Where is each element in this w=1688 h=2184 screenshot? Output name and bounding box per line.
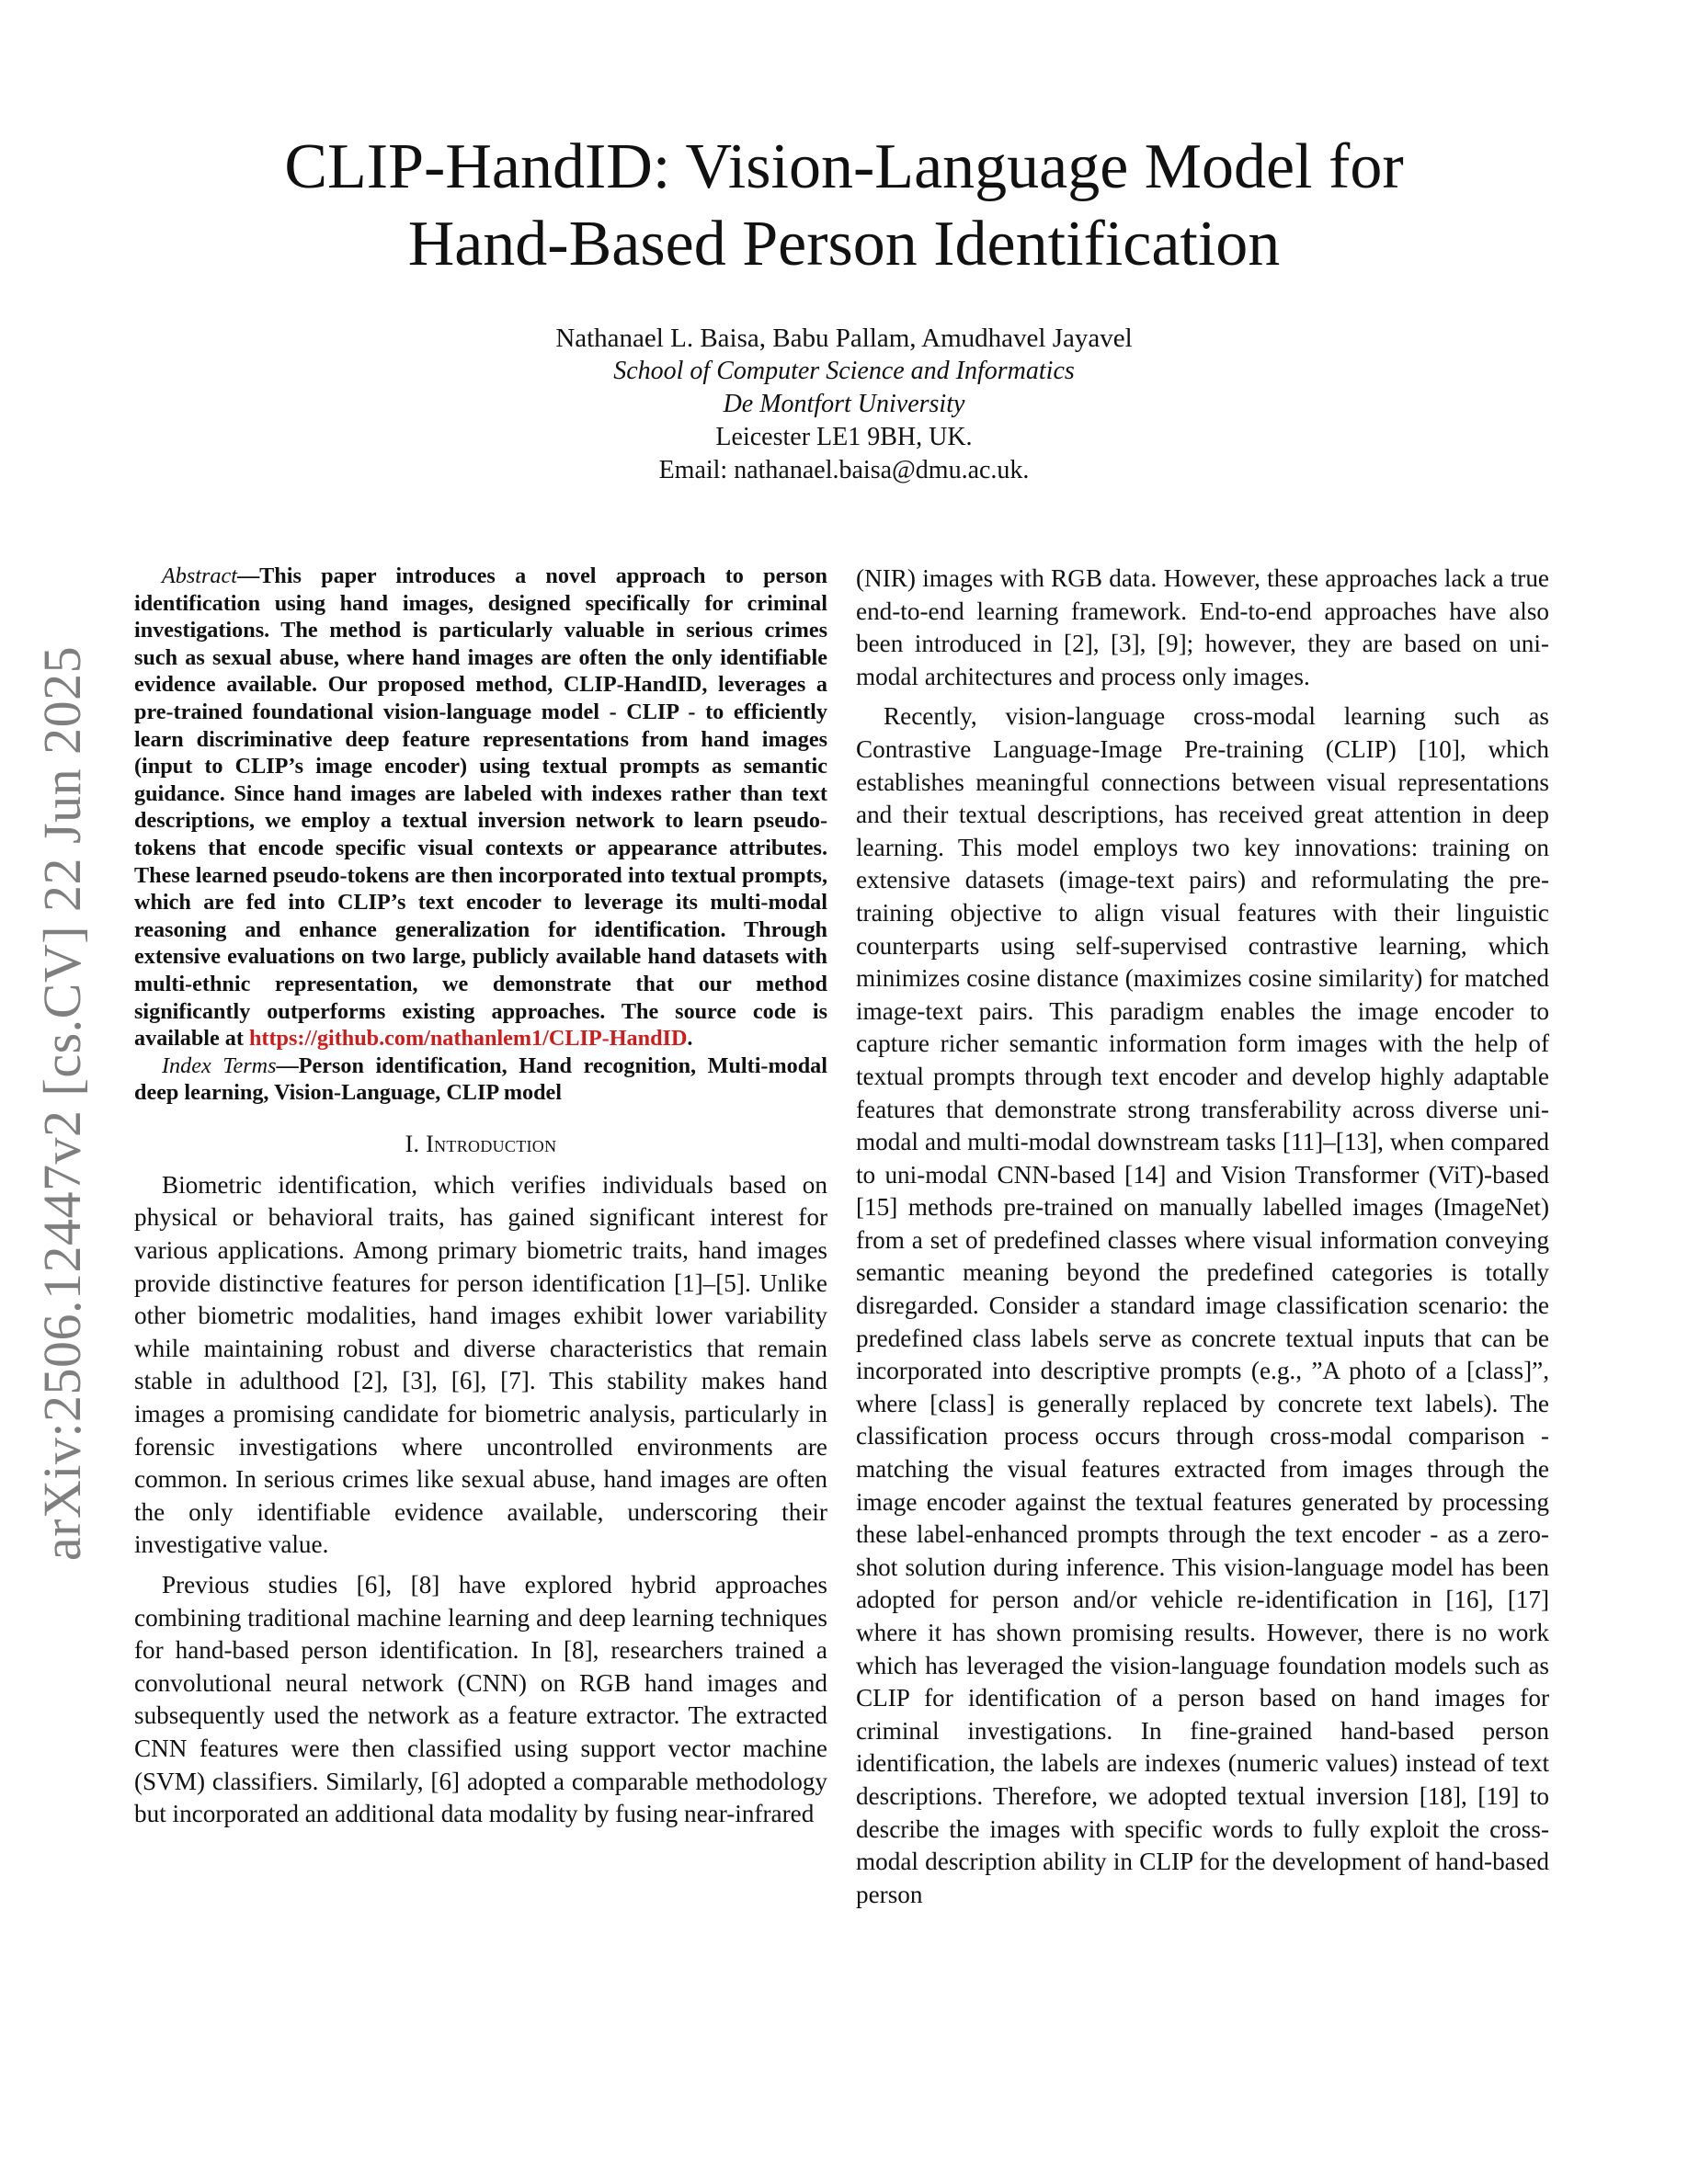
intro-paragraph-3-continued: (NIR) images with RGB data. However, these approaches lack a true end-to-end learning framework. End-to-end approaches have also been introduced in [2], [3], [9]; however, they are based on uni-modal architectures and process only images. bbox=[856, 564, 1549, 690]
arxiv-side-stamp bbox=[29, 602, 96, 1604]
index-terms bbox=[134, 1052, 827, 1107]
left-column bbox=[134, 563, 827, 1831]
index-terms-lead: Index Terms bbox=[162, 1052, 277, 1078]
affiliation-university: De Montfort University bbox=[723, 390, 965, 418]
abstract-end: . bbox=[687, 1026, 693, 1052]
abstract-body: This paper introduces a novel approach to person identification using hand images, designed specifically for criminal investigations. The method is particularly valuable in serious crimes such as sexual abuse, where hand images are often the only identifiable evidence available. Our proposed method, CLIP-HandID, leverages a pre-trained foundational vision-language model - CLIP - to efficiently learn discriminative deep feature representations from hand images (input to CLIP’s image encoder) using textual prompts as semantic guidance. Since hand images are labeled with indexes rather than text descriptions, we employ a textual inversion network to learn pseudo-tokens that encode specific visual contexts or appearance attributes. These learned pseudo-tokens are then incorporated into textual prompts, which are fed into CLIP’s text encoder to leverage its multi-modal reasoning and enhance generalization for identification. Through extensive evaluations on two large, publicly available hand datasets with multi-ethnic representation, we demonstrate that our method significantly outperforms existing approaches. The source code is available at bbox=[134, 563, 827, 1052]
abstract bbox=[134, 563, 827, 1052]
index-terms-body: Person identification, Hand recognition, Multi-modal deep learning, Vision-Language, CLIP model bbox=[134, 1052, 827, 1106]
intro-paragraph-4: Recently, vision-language cross-modal learning such as Contrastive Language-Image Pre-training (CLIP) [10], which establishes meaningful connections between visual representations and their textual descriptions, has received great attention in deep learning. This model employs two key innovations: training on extensive datasets (image-text pairs) and reformulating the pre-training objective to align visual features with their linguistic counterparts using self-supervised contrastive learning, which minimizes cosine distance (maximizes cosine similarity) for matched image-text pairs. This paradigm enables the image encoder to capture richer semantic information form images with the help of textual prompts through text encoder and develop highly adaptable features that demonstrate strong transferability across diverse uni-modal and multi-modal downstream tasks [11]–[13], when compared to uni-modal CNN-based [14] and Vision Transformer (ViT)-based [15] methods pre-trained on manually labelled images (ImageNet) from a set of predefined classes where visual information conveying semantic meaning beyond the predefined categories is totally disregarded. Consider a standard image classification scenario: the predefined class labels serve as concrete textual inputs that can be incorporated into descriptive prompts (e.g., ”A photo of a [class]”, where [class] is generally replaced by concrete text labels). The classification process occurs through cross-modal comparison - matching the visual features extracted from images through the image encoder against the textual features generated by processing these label-enhanced prompts through the text encoder - as a zero-shot solution during inference. This vision-language model has been adopted for person and/or vehicle re-identification in [16], [17] where it has shown promising results. However, there is no work which has leveraged the vision-language foundation models such as CLIP for identification of a person based on hand images for criminal investigations. In fine-grained hand-based person identification, the labels are indexes (numeric values) instead of text descriptions. Therefore, we adopted textual inversion [18], [19] to describe the images with specific words to fully exploit the cross-modal description ability in CLIP for the development of hand-based person bbox=[856, 702, 1549, 1908]
title-block bbox=[138, 129, 1550, 487]
title-line-1: CLIP-HandID: Vision-Language Model for bbox=[284, 131, 1404, 202]
right-column bbox=[856, 563, 1549, 1911]
arxiv-identifier: arXiv:2506.12447v2 [cs.CV] 22 Jun 2025 bbox=[32, 645, 93, 1561]
source-code-link[interactable]: https://github.com/nathanlem1/CLIP-HandID bbox=[248, 1026, 688, 1052]
section-name: Introduction bbox=[426, 1130, 557, 1157]
section-heading-introduction bbox=[134, 1129, 827, 1160]
affiliation-address: Leicester LE1 9BH, UK. bbox=[715, 423, 973, 451]
intro-paragraph-2: Previous studies [6], [8] have explored hybrid approaches combining traditional machine learning and deep learning techniques for hand-based person identification. In [8], researchers trained a convolutional neural network (CNN) on RGB hand images and subsequently used the network as a feature extractor. The extracted CNN features were then classified using support vector machine (SVM) classifiers. Similarly, [6] adopted a comparable methodology but incorporated an additional data modality by fusing near-infrared bbox=[134, 1571, 827, 1828]
index-terms-dash: — bbox=[276, 1052, 299, 1078]
author-email: Email: nathanael.baisa@dmu.ac.uk. bbox=[658, 456, 1030, 484]
paper-title bbox=[138, 129, 1550, 283]
title-line-2: Hand-Based Person Identification bbox=[407, 209, 1281, 279]
intro-paragraph-1: Biometric identification, which verifies individuals based on physical or behavioral traits, has gained significant interest for various applications. Among primary biometric traits, hand images provide distinctive features for person identification [1]–[5]. Unlike other biometric modalities, hand images exhibit lower variability while maintaining robust and diverse characteristics that remain stable in adulthood [2], [3], [6], [7]. This stability makes hand images a promising candidate for biometric analysis, particularly in forensic investigations where uncontrolled environments are common. In serious crimes like sexual abuse, hand images are often the only identifiable evidence available, underscoring their investigative value. bbox=[134, 1170, 827, 1559]
affiliation-school: School of Computer Science and Informatics bbox=[613, 357, 1075, 385]
section-numeral: I. bbox=[405, 1130, 427, 1157]
abstract-dash: — bbox=[236, 563, 260, 588]
author-list: Nathanael L. Baisa, Babu Pallam, Amudhavel Jayavel bbox=[555, 324, 1133, 353]
abstract-lead: Abstract bbox=[162, 563, 237, 588]
